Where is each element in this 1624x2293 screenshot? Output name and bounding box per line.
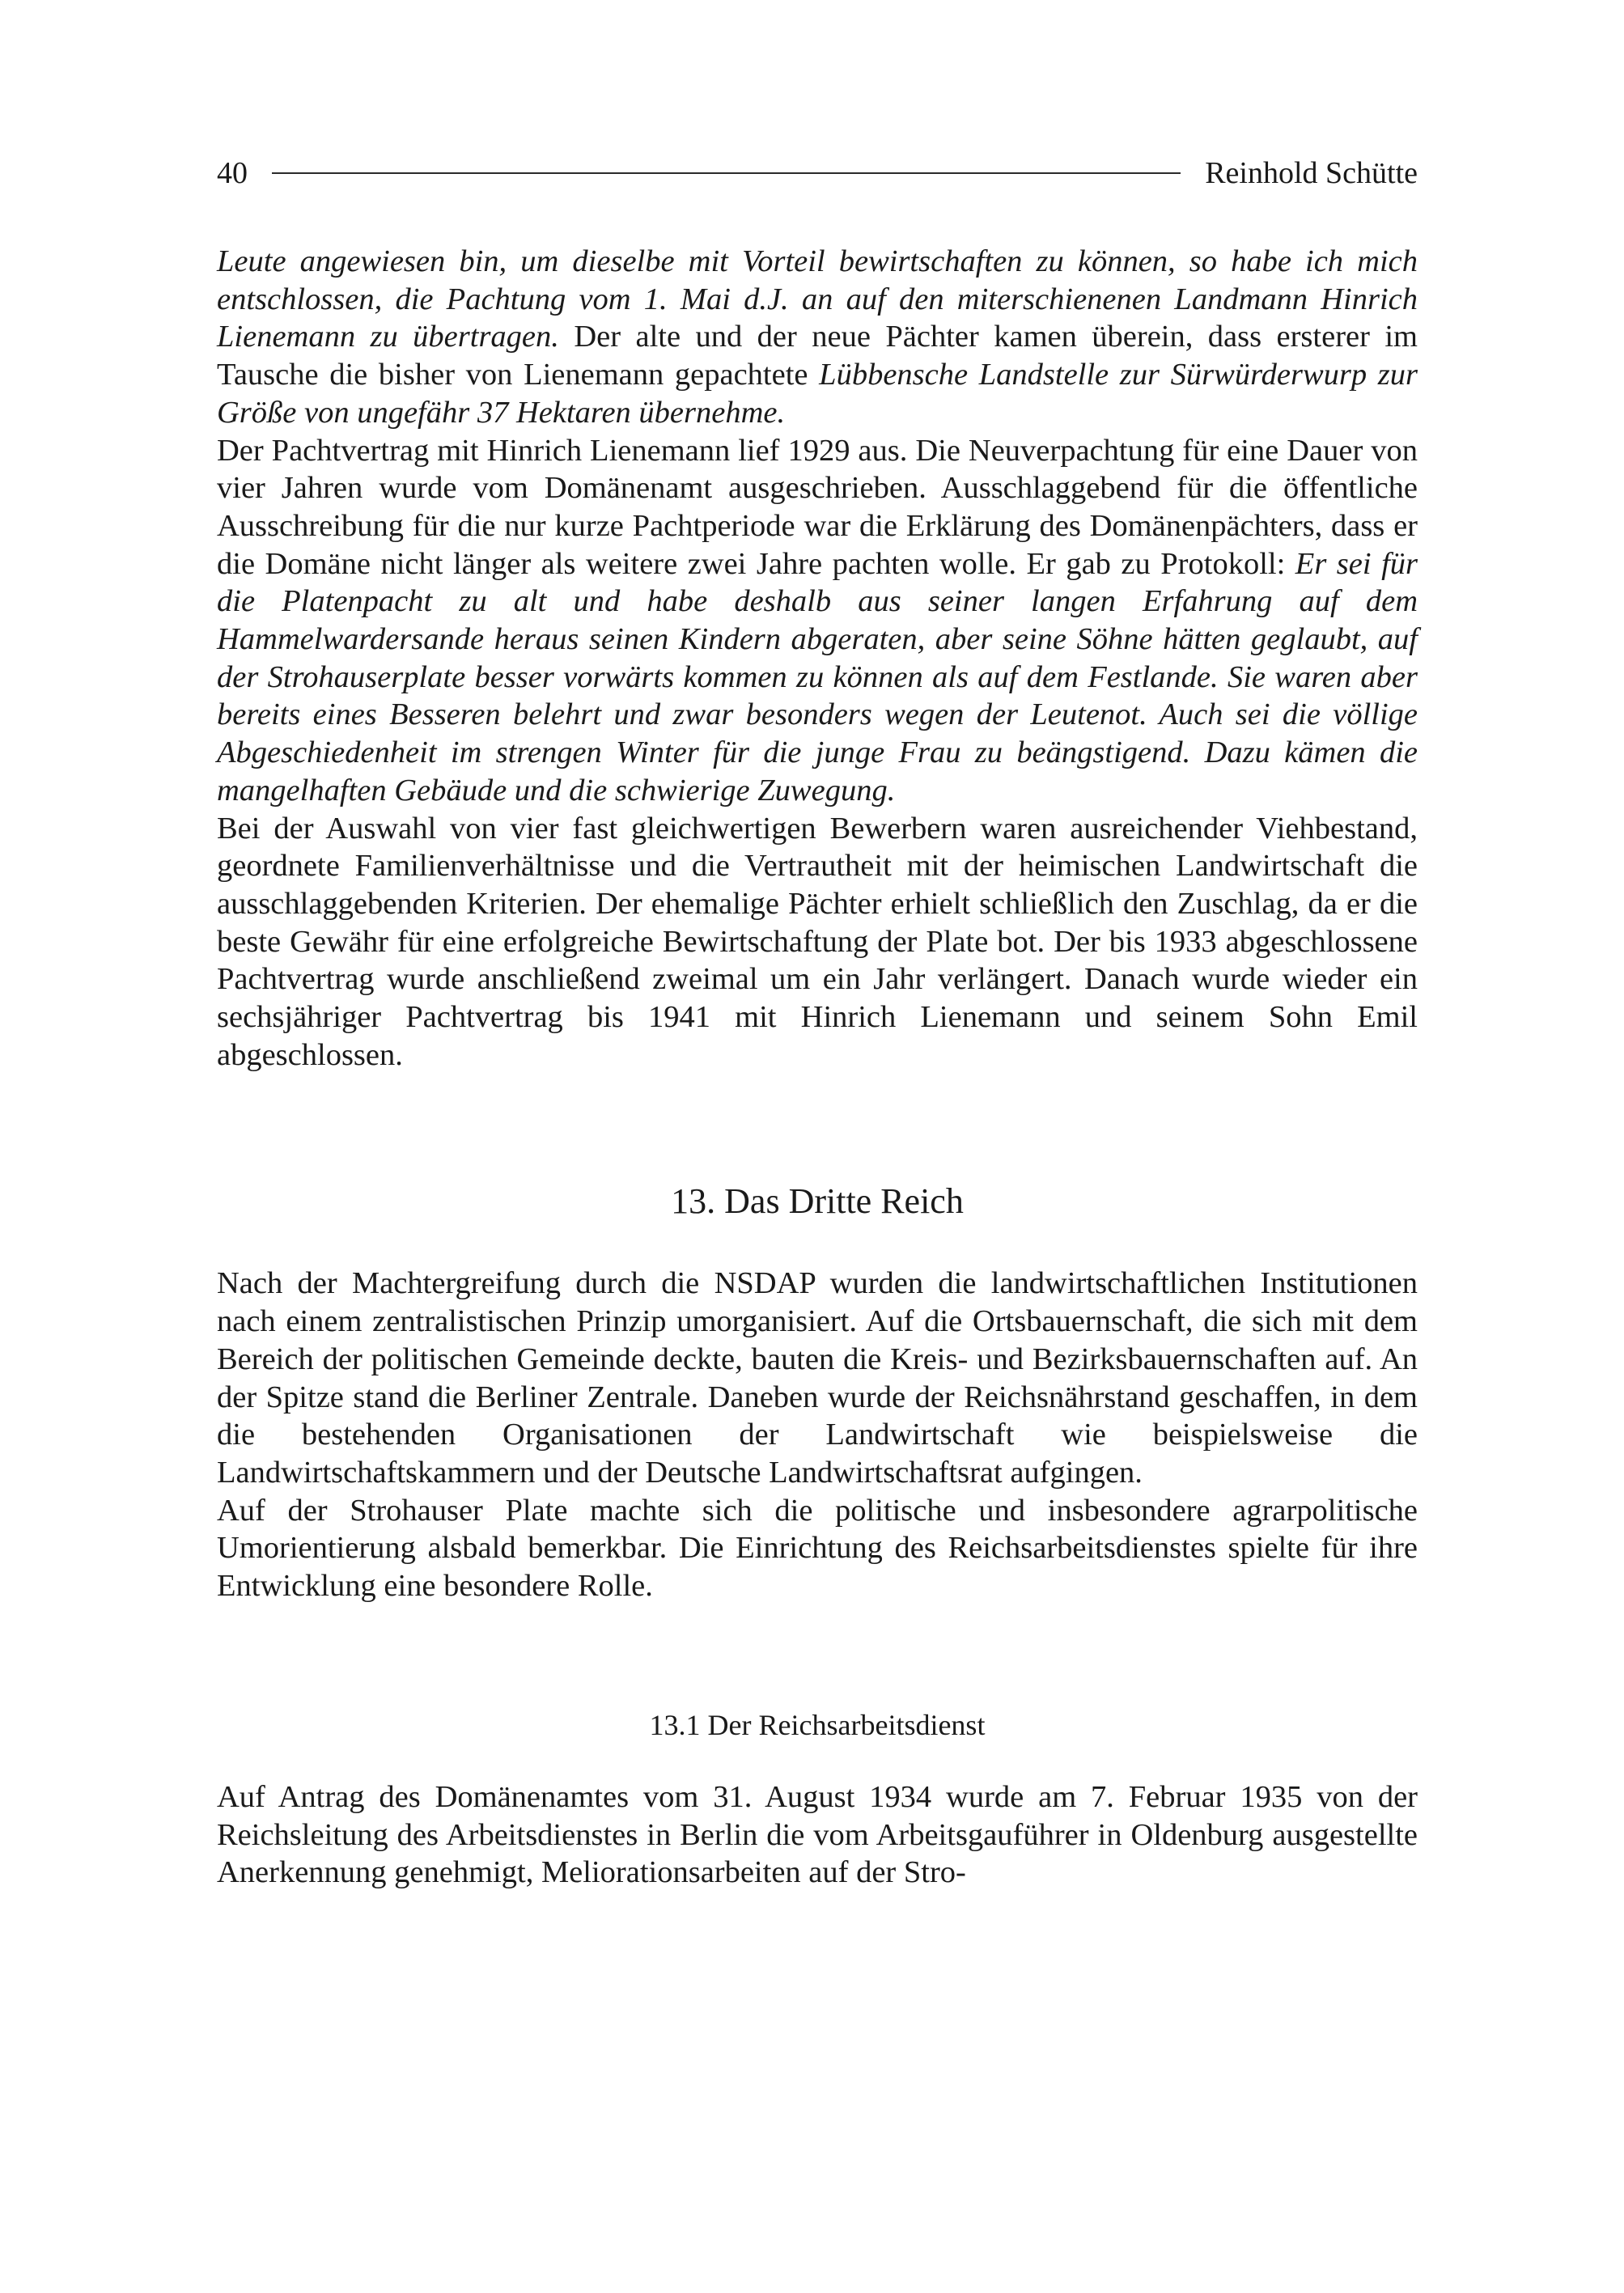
- quote-italic: Lübbensche Landstelle zur Sürwürderwurp zur Größe von ungefähr 37 Hektaren übernehme.: [217, 358, 1418, 430]
- page-number: 40: [217, 156, 248, 190]
- paragraph-4: Nach der Machtergreifung durch die NSDAP wurden die landwirtschaftlichen Institutionen nach einem zentralistischen Prinzip umorganisiert. Auf die Ortsbauernschaft, die sich mit dem Bereich der politischen Gemeinde deckte, bauten die Kreis- und Bezirksbauernschaften auf. An der Spitze stand die Berliner Zentrale. Daneben wurde der Reichsnährstand geschaffen, in dem die bestehenden Organisationen der Landwirtschaft wie beispielsweise die Landwirtschaftskammern und der Deutsche Landwirtschaftsrat aufgingen.: [217, 1266, 1418, 1490]
- paragraph-2: [217, 432, 1418, 810]
- paragraph-text: Der Pachtvertrag mit Hinrich Lienemann lief 1929 aus. Die Neuverpachtung für eine Dauer von vier Jahren wurde vom Domänenamt ausgeschrieben. Ausschlaggebend für die öffentliche Ausschreibung für die nur kurze Pachtperiode war die Erklärung des Domänenpächters, dass er die Domäne nicht länger als weitere zwei Jahre pachten wolle. Er gab zu Protokoll:: [217, 433, 1418, 581]
- section-heading: 13. Das Dritte Reich: [671, 1181, 964, 1222]
- running-head-author: Reinhold Schütte: [1205, 156, 1418, 190]
- paragraph-3: Bei der Auswahl von vier fast gleichwertigen Bewerbern waren ausreichender Viehbestand, geordnete Familienverhältnisse und die Vertrautheit mit der heimischen Landwirtschaft die ausschlaggebenden Kriterien. Der ehemalige Pächter erhielt schließlich den Zuschlag, da er die beste Gewähr für eine erfolgreiche Bewirtschaftung der Plate bot. Der bis 1933 abgeschlossene Pachtvertrag wurde anschließend zweimal um ein Jahr verlängert. Danach wurde wieder ein sechsjähriger Pachtvertrag bis 1941 mit Hinrich Lienemann und seinem Sohn Emil abgeschlossen.: [217, 811, 1418, 1072]
- paragraph-1: [217, 243, 1418, 432]
- page: [217, 154, 1418, 1892]
- quote-italic: Leute angewiesen bin, um dieselbe mit Vorteil bewirtschaften zu können, so habe ich mich entschlossen, die Pachtung vom 1. Mai d.J. an auf den miterschienenen Landmann Hinrich Lienemann zu übertragen.: [217, 244, 1418, 354]
- body-text: [217, 243, 1418, 1892]
- paragraph-6: Auf Antrag des Domänenamtes vom 31. August 1934 wurde am 7. Februar 1935 von der Reichsleitung des Arbeitsdienstes in Berlin die vom Arbeitsgauführer in Oldenburg ausgestellte Anerkennung genehmigt, Meliorationsarbeiten auf der Stro-: [217, 1779, 1418, 1890]
- quote-italic: Er sei für die Platenpacht zu alt und habe deshalb aus seiner langen Erfahrung auf dem Hammelwardersande heraus seinen Kindern abgeraten, aber seine Söhne hätten geglaubt, auf der Strohauserplate besser vorwärts kommen zu können als auf dem Festlande. Sie waren aber bereits eines Besseren belehrt und zwar besonders wegen der Leutenot. Auch sei die völlige Abgeschiedenheit im strengen Winter für die junge Frau zu beängstigend. Dazu kämen die mangelhaften Gebäude und die schwierige Zuwegung.: [217, 546, 1418, 807]
- paragraph-5: Auf der Strohauser Plate machte sich die politische und insbesondere agrarpolitische Umorientierung alsbald bemerkbar. Die Einrichtung des Reichsarbeitsdienstes spielte für ihre Entwicklung eine besondere Rolle.: [217, 1493, 1418, 1604]
- paragraph-text: Der alte und der neue Pächter kamen überein, dass ersterer im Tausche die bisher von Lienemann gepachtete: [217, 320, 1418, 392]
- subsection-heading: 13.1 Der Reichsarbeitsdienst: [649, 1708, 986, 1741]
- running-head: [217, 154, 1418, 193]
- header-rule: [272, 172, 1181, 174]
